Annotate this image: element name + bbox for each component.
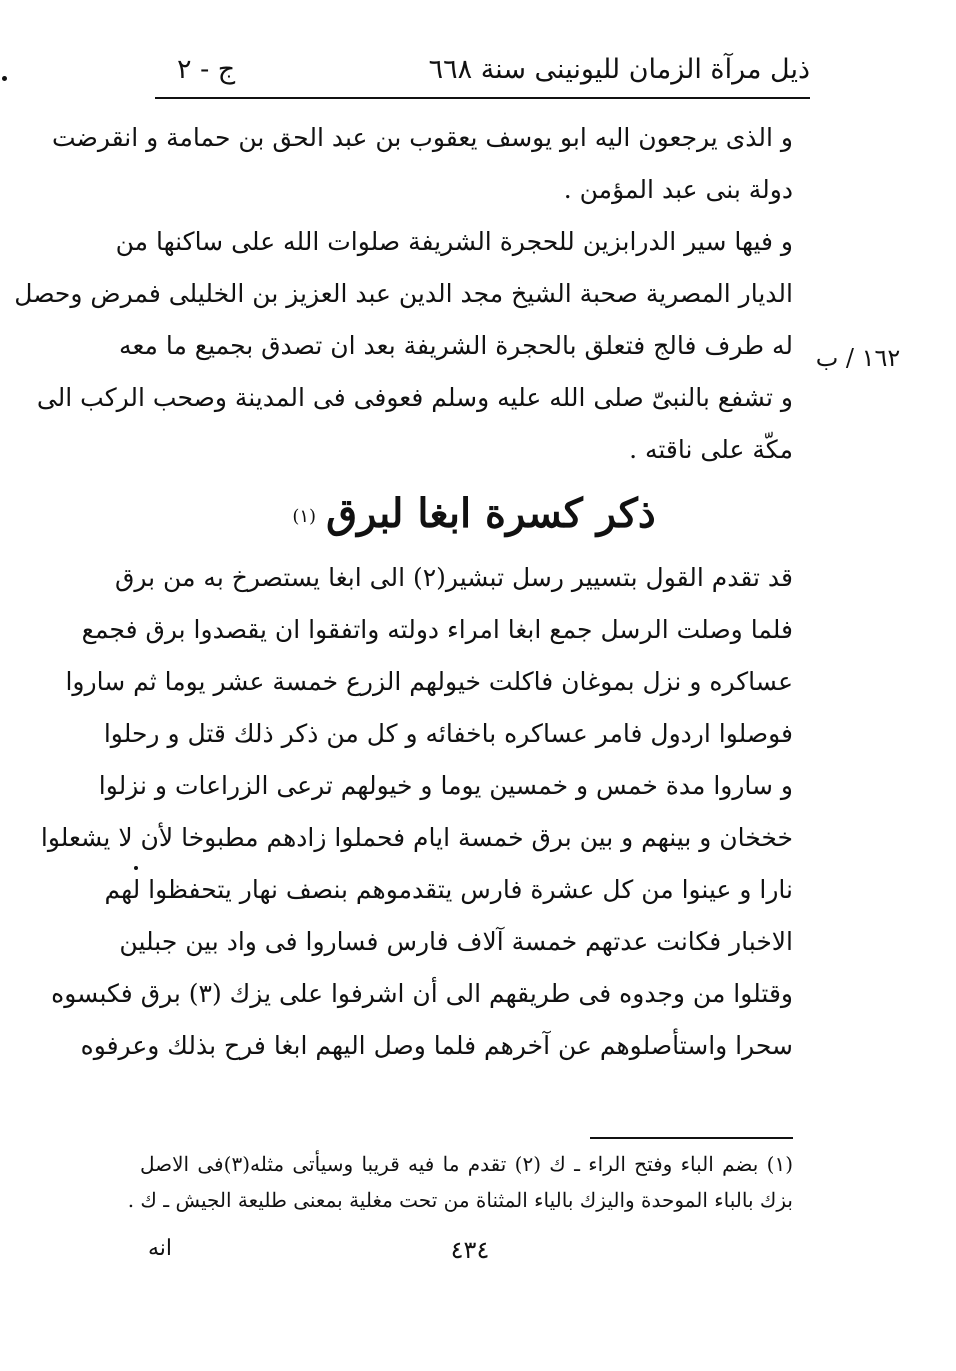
- text-line: عساكره و نزل بموغان فاكلت خيولهم الزرع خمسة عشر يوما ثم ساروا: [65, 667, 793, 696]
- footnote-rule: [590, 1137, 793, 1139]
- text-line: و الذى يرجعون اليه ابو يوسف يعقوب بن عبد الحق بن حمامة و انقرضت: [52, 123, 793, 152]
- text-line: فلما وصلت الرسل جمع ابغا امراء دولته واتفقوا ان يقصدوا برق فجمع: [81, 615, 793, 644]
- heading-footnote-ref: (١): [292, 506, 317, 527]
- text-line: و ساروا مدة خمس و خمسين يوما و خيولهم ترعى الزراعات و نزلوا: [98, 771, 793, 800]
- text-line: الاخبار فكانت عدتهم خمسة آلاف فارس فساروا فى واد بين جبلين: [119, 927, 793, 956]
- text-line: و فيها سير الدرابزين للحجرة الشريفة صلوات الله على ساكنها من: [115, 227, 793, 256]
- running-title: ذيل مرآة الزمان لليونينى سنة ٦٦٨: [428, 54, 810, 85]
- text-line: وقتلوا من وجدوه فى طريقهم الى أن اشرفوا على يزك (٣) برق فكبسوه: [51, 979, 793, 1008]
- volume-number: ج - ٢: [177, 54, 236, 85]
- text-line: الديار المصرية صحبة الشيخ مجد الدين عبد العزيز بن الخليلى فمرض وحصل: [14, 279, 793, 308]
- body-text: [14, 112, 793, 1072]
- running-header: [155, 52, 810, 96]
- margin-folio-note: ١٦٢ / ب: [815, 344, 901, 372]
- text-line: نارا و عينوا من كل عشرة فارس يتقدموهم بنصف نهار يتحفظوا لهم: [104, 875, 793, 904]
- footnote-line: (١) بضم الباء وفتح الراء ـ ك (٢) تقدم ما فيه قريبا وسيأتى مثله(٣)فى الاصل: [140, 1152, 794, 1176]
- text-line: له طرف فالج فتعلق بالحجرة الشريفة بعد ان تصدق بجميع ما معه: [119, 331, 793, 360]
- text-line: قد تقدم القول بتسيير رسل تبشير(٢) الى ابغا يستصرخ به من برق: [114, 563, 793, 592]
- catchword: انه: [148, 1236, 173, 1261]
- section-heading-text: ذكر كسرة ابغا لبرق: [326, 490, 656, 537]
- text-line: دولة بنى عبد المؤمن .: [563, 175, 793, 204]
- text-line: مكّة على ناقته .: [629, 435, 793, 464]
- section-heading: [155, 476, 793, 552]
- footnote-line: بزك بالباء الموحدة واليزك بالياء المثناة من تحت مغلية بمعنى طليعة الجيش ـ ك .: [127, 1188, 793, 1212]
- text-line: سحرا واستأصلوهم عن آخرهم فلما وصل اليهم ابغا فرح بذلك وعرفوه: [80, 1031, 793, 1060]
- text-line: فوصلوا اردول فامر عساكره باخفائه و كل من ذكر ذلك قتل و رحلوا: [103, 719, 793, 748]
- text-line: و تشفع بالنبىّ صلى الله عليه وسلم فعوفى فى المدينة وصحب الركب الى: [36, 383, 793, 412]
- margin-speck: [2, 76, 7, 81]
- footnotes: [127, 1146, 794, 1218]
- header-rule: [155, 97, 810, 99]
- text-line: خخخان و بينهم و بين برق خمسة ايام فحملوا زادهم مطبوخا لأن لا يشعلوا: [40, 823, 793, 852]
- margin-speck: [134, 866, 138, 870]
- page-number: ٤٣٤: [450, 1236, 490, 1264]
